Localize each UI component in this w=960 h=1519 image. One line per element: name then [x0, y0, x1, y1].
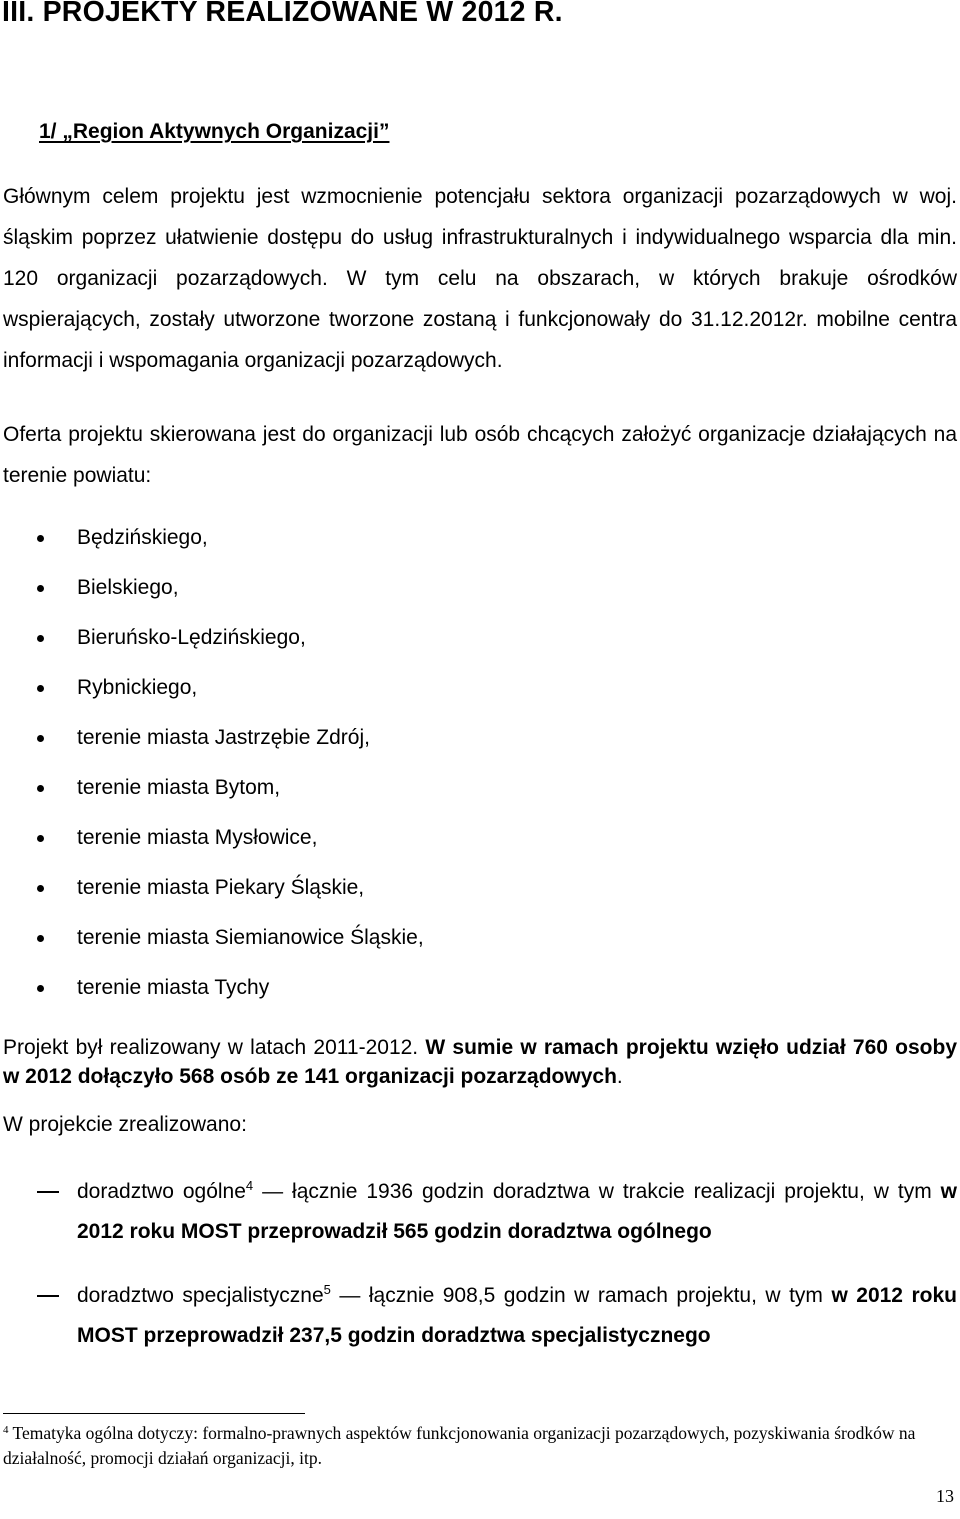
list-item	[0, 868, 960, 918]
footnote-ref: 4	[245, 1178, 254, 1193]
bullet-icon	[37, 835, 44, 842]
result-term: doradztwo specjalistyczne	[77, 1284, 324, 1307]
list-item	[0, 718, 960, 768]
bullet-icon	[37, 985, 44, 992]
result-term: doradztwo ogólne	[77, 1180, 246, 1203]
bullet-icon	[37, 735, 44, 742]
bullet-icon	[37, 585, 44, 592]
bullet-icon	[37, 535, 44, 542]
list-item	[0, 668, 960, 718]
result-highlight: w 2012 roku MOST przeprowadził 237,5 godzin doradztwa specjalistycznego	[77, 1284, 958, 1347]
section-heading: III. PROJEKTY REALIZOWANE W 2012 R.	[2, 0, 563, 28]
result-detail: łącznie 908,5 godzin w ramach projektu, w tym	[368, 1284, 832, 1307]
project-goal-paragraph: Głównym celem projektu jest wzmocnienie potencjału sektora organizacji pozarządowych w woj. śląskim poprzez ułatwienie dostępu do usług infrastrukturalnych i indywidualnego wsparcia dla min. 120 organizacji pozarządowych. W tym celu na obszarach, w których brakuje ośrodków wspierających, zostały utworzone tworzone zostaną i funkcjonowały do 31.12.2012r. mobilne centra informacji i wspomagania organizacji pozarządowych.	[3, 185, 957, 372]
list-item	[0, 618, 960, 668]
area-label: Bieruńsko-Lędzińskiego,	[77, 626, 306, 649]
area-label: terenie miasta Jastrzębie Zdrój,	[77, 726, 370, 749]
area-label: terenie miasta Mysłowice,	[77, 826, 318, 849]
offer-paragraph: Oferta projektu skierowana jest do organizacji lub osób chcących założyć organizacje działających na terenie powiatu:	[3, 423, 957, 487]
dash-icon	[37, 1191, 59, 1193]
summary-end: .	[616, 1065, 623, 1088]
result-text: doradztwo ogólne$^4$ — łącznie 1936 godzin doradztwa w trakcie realizacji projektu, w tym w 2012 roku MOST przeprowadził 565 godzin doradztwa ogólnego	[77, 1178, 957, 1243]
summary-bold: W sumie w ramach projektu wzięło udział 760 osoby w 2012 dołączyło 568 osób ze 141 organizacji pozarządowych	[3, 1036, 957, 1088]
summary-paragraph	[3, 1033, 957, 1091]
summary-plain: Projekt był realizowany w latach 2011-2012.	[3, 1036, 426, 1059]
list-item	[0, 568, 960, 618]
list-item	[0, 968, 960, 1018]
list-item	[0, 518, 960, 568]
area-label: terenie miasta Siemianowice Śląskie,	[77, 926, 424, 949]
result-highlight: w 2012 roku MOST przeprowadził 565 godzin doradztwa ogólnego	[77, 1180, 957, 1243]
footnote-separator	[3, 1413, 305, 1414]
footnote-number: 4	[3, 1424, 9, 1436]
project-title: 1/ „Region Aktywnych Organizacji”	[39, 120, 390, 143]
dash-icon	[37, 1295, 59, 1297]
results-intro: W projekcie zrealizowano:	[3, 1113, 247, 1136]
area-label: terenie miasta Tychy	[77, 976, 270, 999]
list-item	[0, 918, 960, 968]
result-text: doradztwo specjalistyczne$^5$ — łącznie 908,5 godzin w ramach projektu, w tym w 2012 roku MOST przeprowadził 237,5 godzin doradztwa specjalistycznego	[77, 1282, 958, 1347]
footnote	[3, 1421, 953, 1471]
area-label: Rybnickiego,	[77, 676, 198, 699]
bullet-icon	[37, 635, 44, 642]
bullet-icon	[37, 935, 44, 942]
bullet-icon	[37, 785, 44, 792]
area-label: terenie miasta Piekary Śląskie,	[77, 876, 365, 899]
footnote-ref: 5	[323, 1282, 331, 1297]
list-item	[0, 818, 960, 868]
area-label: Będzińskiego,	[77, 526, 208, 549]
bullet-icon	[37, 685, 44, 692]
area-list	[0, 518, 960, 1018]
page-number: 13	[936, 1486, 954, 1506]
area-label: Bielskiego,	[77, 576, 179, 599]
area-label: terenie miasta Bytom,	[77, 776, 281, 799]
bullet-icon	[37, 885, 44, 892]
list-item	[0, 768, 960, 818]
result-detail: łącznie 1936 godzin doradztwa w trakcie realizacji projektu, w tym	[292, 1180, 941, 1203]
footnote-text: Tematyka ogólna dotyczy: formalno-prawnych aspektów funkcjonowania organizacji pozarządowych, pozyskiwania środków na działalność, promocji działań organizacji, itp.	[3, 1423, 916, 1468]
